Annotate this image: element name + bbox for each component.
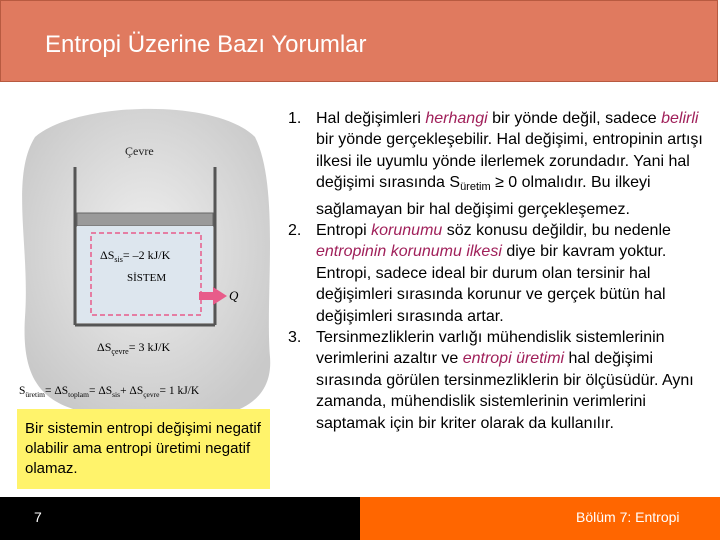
figure-caption: Bir sistemin entropi değişimi negatif olabilir ama entropi üretimi negatif olamaz. (17, 409, 270, 489)
item-number: 1. (288, 110, 302, 127)
comments-list (288, 108, 708, 434)
item-text: Tersinmezliklerin varlığı mühendislik sistemlerinin verimlerini azaltır ve (316, 329, 665, 368)
subscript: üretim (460, 181, 491, 194)
comment-item (288, 327, 708, 434)
comment-item (288, 220, 708, 327)
heat-arrow-body (199, 292, 215, 300)
page-number: 7 (34, 509, 42, 525)
piston (77, 213, 213, 226)
highlighted-term: herhangi (425, 110, 488, 127)
item-text: Entropi (316, 222, 372, 240)
system-label: SİSTEM (127, 272, 167, 284)
item-number: 3. (288, 329, 302, 347)
item-text: Hal değişimleri (316, 110, 426, 127)
item-text: diye bir kavram yoktur. Entropi, sadece ideal bir durum olan tersinir hal değişimleri sırasında korunur ve gerçek bütün hal değişimleri sırasında artar. (316, 243, 667, 325)
surroundings-label: Çevre (125, 144, 154, 158)
item-number: 2. (288, 222, 302, 240)
item-text: bir yönde gerçekleşebilir. Hal değişimi, entropinin artışı ilkesi ile uyumlu yönde ilerlemek zorundadır. Yani hal değişimi sırasında S (316, 131, 703, 192)
highlighted-term: entropi üretimi (462, 350, 565, 368)
surroundings-entropy-label: $\Delta S_{çevre}= 3$ kJ/K (97, 340, 171, 356)
system-entropy-label: $\Delta S_{sis}= -2$ kJ/K (100, 248, 171, 264)
highlighted-term: belirli (661, 110, 699, 127)
item-text: bir yönde değil, sadece (487, 110, 662, 127)
item-text: ≥ 0 olmalıdır. Bu ilkeyi sağlamayan bir hal değişimi gerçekleşemez. (316, 174, 651, 218)
highlighted-term: korunumu (371, 222, 443, 240)
comment-item (288, 108, 708, 220)
slide-title: Entropi Üzerine Bazı Yorumlar (45, 31, 367, 58)
item-text: hal değişimi sırasında görülen tersinmezliklerin bir ölçüsüdür. Aynı zamanda, mühendislik sistemlerinin verimlerini saptamak için bir kriter olarak da kullanılır. (316, 350, 694, 432)
heat-label: Q (229, 288, 239, 303)
footer-right (360, 497, 720, 540)
highlighted-term: entropinin korunumu ilkesi (316, 243, 502, 261)
title-bar (0, 0, 718, 82)
entropy-generation-equation: $S_{üretim}= \Delta S_{toplam}= \Delta S_{sis}+ \Delta S_{çevre}= 1$ kJ/K (19, 385, 200, 399)
chapter-label: Bölüm 7: Entropi (576, 509, 680, 525)
item-text: söz konusu değildir, bu nedenle (442, 222, 671, 240)
footer-left (0, 497, 360, 540)
